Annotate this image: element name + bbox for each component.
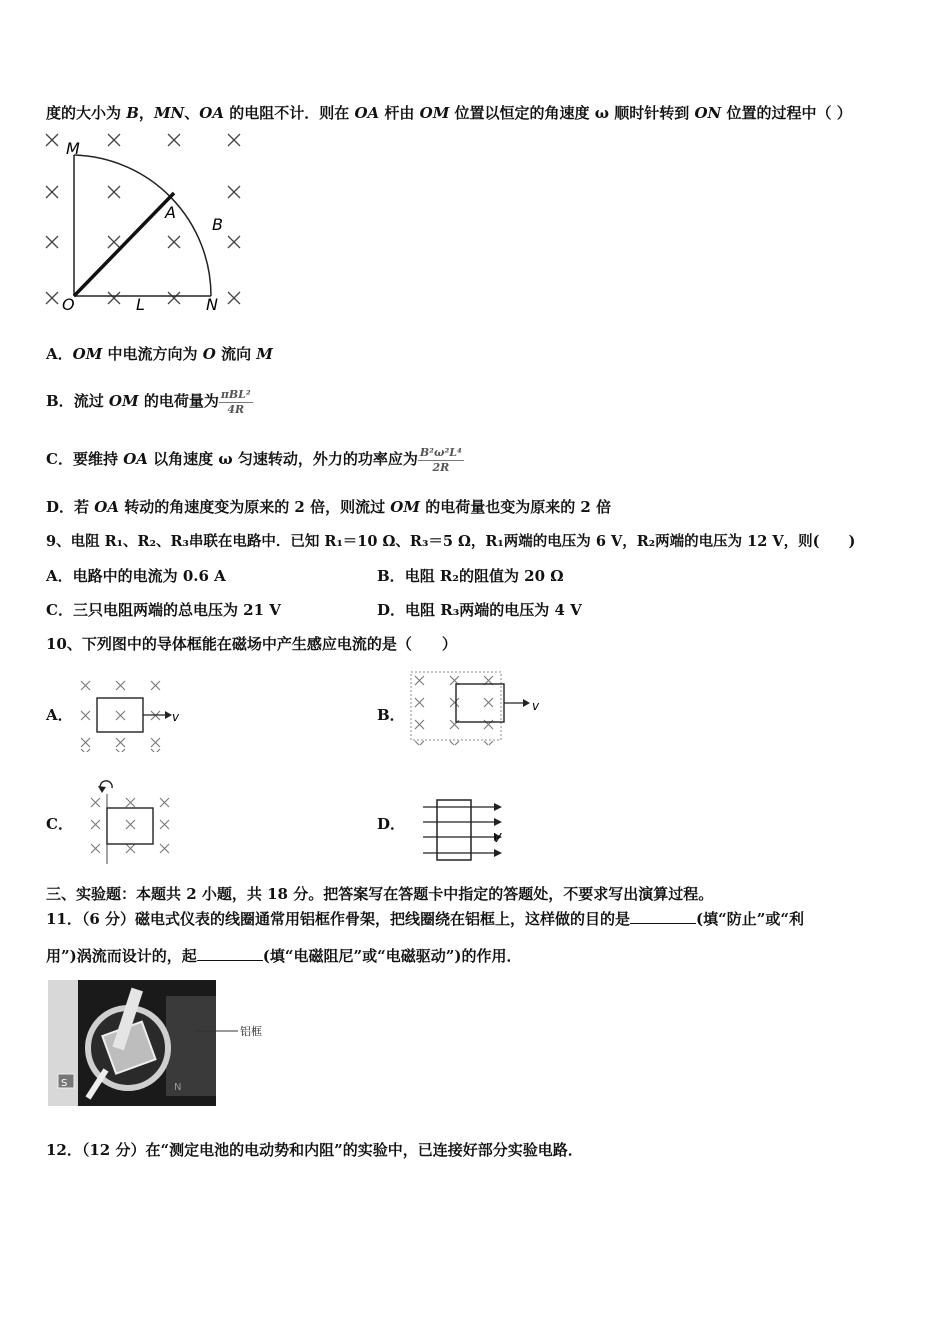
q10-figure-a (76, 678, 186, 752)
conductor-frame-d (437, 800, 471, 860)
q10-option-c-label: C． (46, 815, 73, 833)
q10-option-d-label: D． (377, 815, 406, 833)
field-arrow-heads-d (494, 803, 502, 857)
rod-oa (74, 193, 174, 296)
q8-quarter-circle-figure (40, 130, 250, 315)
pole-label-n: N (174, 1082, 182, 1093)
q9-option-c: C．三只电阻两端的总电压为 21 V (46, 601, 281, 619)
q8-option-b: B．流过 OM 的电荷量为 $\frac{\text{πBL²}}{4R}$ (46, 387, 251, 416)
q12-stem: 12．（12 分）在“测定电池的电动势和内阻”的实验中，已连接好部分实验电路． (46, 1141, 583, 1159)
charge-fraction: $\frac{\text{πBL²}}{4R}$ (220, 387, 251, 416)
q11-blank-2[interactable] (197, 946, 263, 961)
label-m: M (66, 139, 80, 158)
label-o: O (62, 295, 75, 314)
velocity-label-b: v (532, 699, 540, 713)
q10-stem: 10、下列图中的导体框能在磁场中产生感应电流的是（ ） (46, 635, 457, 653)
label-l: L (136, 295, 145, 314)
q11-line1: 11．（6 分）磁电式仪表的线圈通常用铝框作骨架，把线圈绕在铝框上，这样做的目的是 (填“防止”或“利 (46, 910, 805, 928)
q9-option-a: A．电路中的电流为 0.6 A (46, 567, 226, 585)
q10-figure-c (86, 774, 186, 866)
magnetic-field-crosses (46, 134, 240, 304)
aluminum-frame-label: 铝框 (240, 1025, 262, 1038)
q11-blank-1[interactable] (630, 909, 696, 924)
rotation-arrow-head (98, 786, 106, 793)
conductor-frame-b (456, 684, 504, 722)
q9-stem: 9、电阻 R₁、R₂、R₃串联在电路中．已知 R₁＝10 Ω、R₃＝5 Ω，R₁两端的电压为 6 V，R₂两端的电压为 12 V，则( ) (46, 533, 856, 550)
q9-option-b: B．电阻 R₂的阻值为 20 Ω (377, 567, 564, 585)
q9-option-d: D．电阻 R₃两端的电压为 4 V (377, 601, 582, 619)
arrow-head-a (165, 711, 172, 719)
field-crosses-b (415, 676, 493, 745)
q8-option-c: C．要维持 OA 以角速度 ω 匀速转动，外力的功率应为 $\frac{\text{B²ω²L⁴}}{2R}$ (46, 445, 462, 474)
q8-stem: 度的大小为 B，MN、OA 的电阻不计．则在 OA 杆由 OM 位置以恒定的角速度 ω 顺时针转到 ON 位置的过程中（ ） (46, 104, 852, 122)
label-b: B (212, 215, 223, 234)
section3-heading: 三、实验题：本题共 2 小题，共 18 分。把答案写在答题卡中指定的答题处，不要求写出演算过程。 (46, 885, 714, 903)
q11-line2: 用”)涡流而设计的，起 (填“电磁阻尼”或“电磁驱动”)的作用． (46, 947, 522, 965)
magnet-pole-right (166, 996, 216, 1096)
q10-option-b-label: B． (377, 706, 405, 724)
arrow-head-b (523, 699, 530, 707)
field-crosses-a (81, 681, 160, 752)
conductor-frame-c (107, 808, 153, 844)
field-lines-d (423, 807, 494, 853)
velocity-label-d: V (493, 831, 502, 845)
pole-label-s: S (61, 1078, 68, 1089)
q8-option-a: A．OM 中电流方向为 O 流向 M (46, 345, 273, 363)
field-crosses-c (91, 798, 169, 853)
power-fraction: $\frac{\text{B²ω²L⁴}}{2R}$ (419, 445, 462, 474)
q10-figure-b (406, 668, 546, 748)
label-a: A (165, 203, 176, 222)
label-n: N (206, 295, 218, 314)
q11-meter-photo (46, 978, 286, 1108)
velocity-label-a: v (172, 710, 180, 724)
q8-option-d: D．若 OA 转动的角速度变为原来的 2 倍，则流过 OM 的电荷量也变为原来的 2 倍 (46, 498, 612, 516)
q10-option-a-label: A． (46, 706, 73, 724)
q10-figure-d (420, 798, 520, 866)
